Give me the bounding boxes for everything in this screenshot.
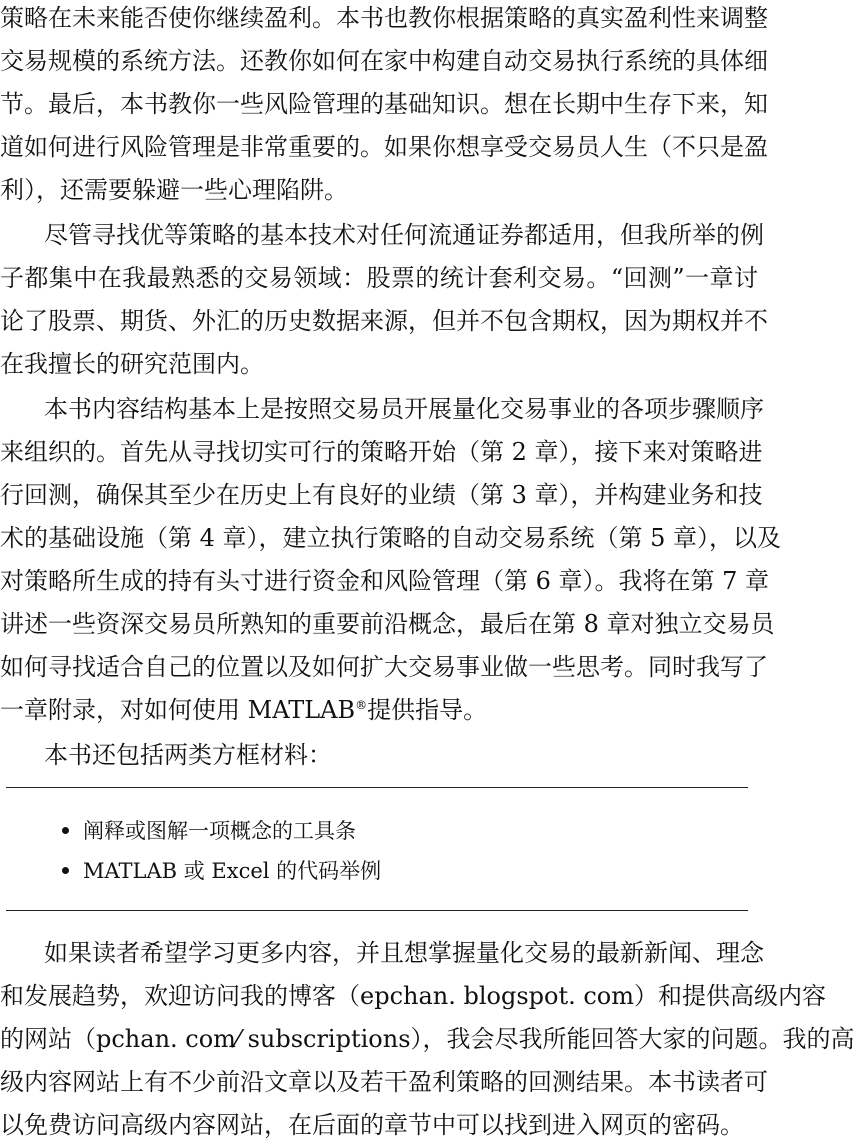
registered-mark: ®: [355, 698, 368, 712]
box-list-item: [62, 856, 381, 886]
box-bottom-rule: [6, 910, 748, 911]
text-line: 利），还需要躲避一些心理陷阱。: [0, 176, 348, 204]
text-fragment: 提供指导。: [367, 696, 488, 724]
text-line: 的网站（pchan. com⁄ subscriptions），我会尽我所能回答大家的问题。我的高: [0, 1025, 855, 1053]
text-line: 行回测，确保其至少在历史上有良好的业绩（第 3 章），并构建业务和技: [0, 481, 763, 509]
text-line: 本书还包括两类方框材料：: [44, 741, 332, 769]
text-line: 级内容网站上有不少前沿文章以及若干盈利策略的回测结果。本书读者可: [0, 1068, 768, 1096]
text-line: [0, 695, 758, 725]
text-line: 如何寻找适合自己的位置以及如何扩大交易事业做一些思考。同时我写了: [0, 653, 768, 681]
text-line: 道如何进行风险管理是非常重要的。如果你想享受交易员人生（不只是盈: [0, 133, 768, 161]
text-fragment: 一章附录，对如何使用 MATLAB: [0, 696, 356, 724]
bullet-icon: [62, 827, 69, 834]
bullet-icon: [62, 867, 69, 874]
text-line: 子都集中在我最熟悉的交易领域：股票的统计套利交易。“回测”一章讨: [0, 264, 758, 292]
box-top-rule: [6, 787, 748, 788]
text-line: 在我擅长的研究范围内。: [0, 350, 264, 378]
text-line: 和发展趋势，欢迎访问我的博客（epchan. blogspot. com）和提供高级内容: [0, 982, 827, 1010]
text-line: 策略在未来能否使你继续盈利。本书也教你根据策略的真实盈利性来调整: [0, 4, 768, 32]
text-line: 来组织的。首先从寻找切实可行的策略开始（第 2 章），接下来对策略进: [0, 438, 763, 466]
text-line: 如果读者希望学习更多内容，并且想掌握量化交易的最新新闻、理念: [44, 939, 764, 967]
text-line: 本书内容结构基本上是按照交易员开展量化交易事业的各项步骤顺序: [44, 395, 764, 423]
text-line: 讲述一些资深交易员所熟知的重要前沿概念，最后在第 8 章对独立交易员: [0, 610, 775, 638]
text-line: 尽管寻找优等策略的基本技术对任何流通证券都适用，但我所举的例: [44, 221, 764, 249]
text-line: 交易规模的系统方法。还教你如何在家中构建自动交易执行系统的具体细: [0, 47, 768, 75]
text-line: 论了股票、期货、外汇的历史数据来源，但并不包含期权，因为期权并不: [0, 307, 768, 335]
box-item-text: 阐释或图解一项概念的工具条: [83, 819, 356, 843]
box-list-item: [62, 816, 356, 846]
text-line: 节。最后，本书教你一些风险管理的基础知识。想在长期中生存下来，知: [0, 90, 768, 118]
text-line: 术的基础设施（第 4 章），建立执行策略的自动交易系统（第 5 章），以及: [0, 524, 782, 552]
text-line: 对策略所生成的持有头寸进行资金和风险管理（第 6 章）。我将在第 7 章: [0, 567, 770, 595]
text-line: 以免费访问高级内容网站，在后面的章节中可以找到进入网页的密码。: [0, 1111, 744, 1139]
box-item-text: MATLAB 或 Excel 的代码举例: [83, 859, 382, 883]
